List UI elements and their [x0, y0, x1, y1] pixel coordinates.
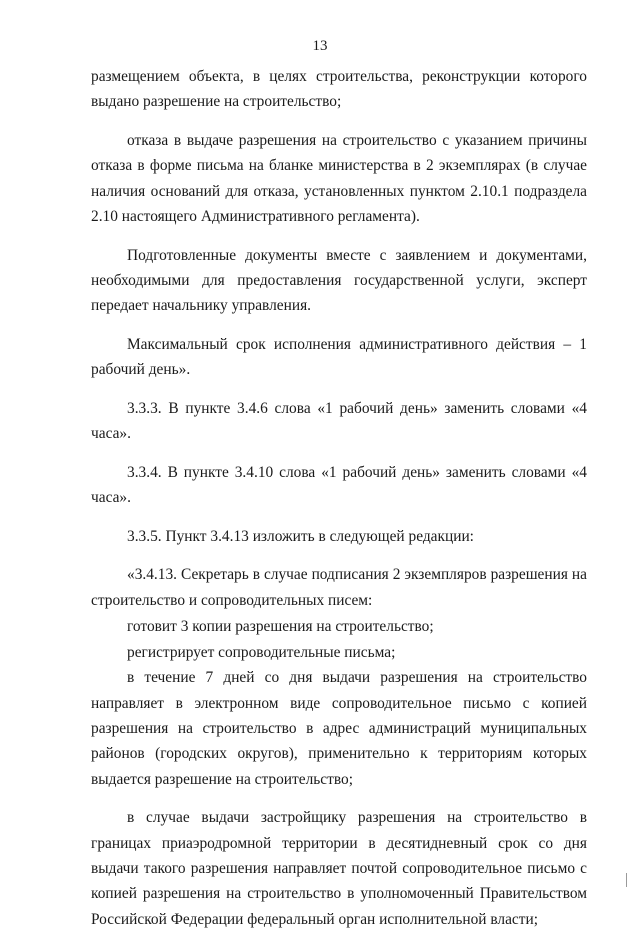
- paragraph-aerodrome-territory: в случае выдачи застройщику разрешения на строительство в границах приаэродромной территории в десятидневный срок со дня выдачи такого разрешения направляет почтой сопроводительное письмо с копией разрешения на строительство в уполномоченный Правительством Российской Федерации федеральный орган исполнительной власти;: [91, 809, 587, 928]
- paragraph-max-duration: Максимальный срок исполнения административного действия – 1 рабочий день».: [91, 335, 587, 379]
- paragraph-electronic-send: в течение 7 дней со дня выдачи разрешения на строительство направляет в электронном виде сопроводительное письмо с копией разрешения на строительство в адрес администраций муниципальных районов (городских округов), применительно к территориям которых выдается разрешение на строительство;: [91, 669, 587, 788]
- paragraph-prepared-documents: Подготовленные документы вместе с заявлением и документами, необходимыми для предоставления государственной услуги, эксперт передает начальнику управления.: [91, 246, 587, 315]
- document-body: [91, 64, 587, 932]
- paragraph-register-letters: регистрирует сопроводительные письма;: [127, 643, 396, 661]
- paragraph-3-3-5: 3.3.5. Пункт 3.4.13 изложить в следующей редакции:: [127, 527, 474, 545]
- paragraph-3-3-4: 3.3.4. В пункте 3.4.10 слова «1 рабочий день» заменить словами «4 часа».: [91, 463, 587, 507]
- page-number: 13: [312, 38, 328, 54]
- scan-edge-mark: [626, 873, 627, 887]
- paragraph-continuation: размещением объекта, в целях строительства, реконструкции которого выдано разрешение на строительство;: [91, 68, 587, 111]
- paragraph-3-3-3: 3.3.3. В пункте 3.4.6 слова «1 рабочий день» заменить словами «4 часа».: [91, 399, 587, 443]
- paragraph-3-4-13: «3.4.13. Секретарь в случае подписания 2 экземпляров разрешения на строительство и сопроводительных писем:: [91, 566, 587, 609]
- paragraph-refusal: отказа в выдаче разрешения на строительство с указанием причины отказа в форме письма на бланке министерства в 2 экземплярах (в случае наличия оснований для отказа, установленных пунктом 2.10.1 подраздела 2.10 настоящего Административного регламента).: [91, 131, 587, 225]
- paragraph-prepare-copies: готовит 3 копии разрешения на строительство;: [127, 617, 434, 635]
